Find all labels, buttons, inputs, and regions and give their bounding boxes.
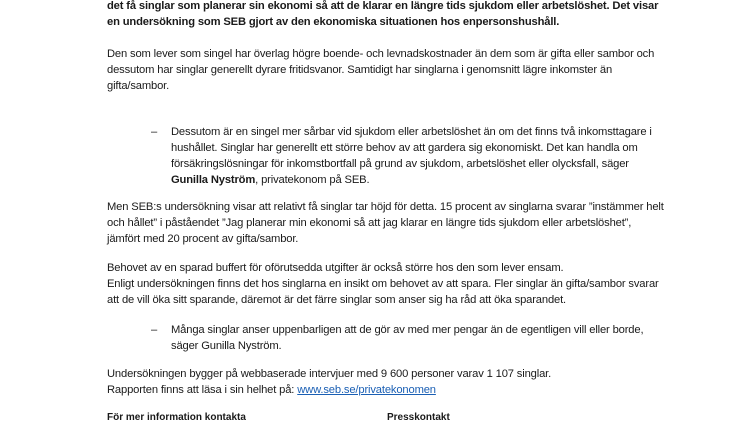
speaker-title: , privatekonom på SEB. xyxy=(255,174,370,186)
report-line xyxy=(107,382,436,398)
footer-contact-heading: För mer information kontakta xyxy=(107,412,246,423)
paragraph-line: Undersökningen bygger på webbaserade intervjuer med 9 600 personer varav 1 107 singlar. xyxy=(107,368,552,380)
footer-press-heading: Presskontakt xyxy=(387,412,450,423)
speaker-name: Gunilla Nyström xyxy=(171,174,256,186)
intro-line: det få singlar som planerar sin ekonomi så att de klarar en längre tids sjukdom eller arbetslöshet. Det visar xyxy=(107,0,659,12)
paragraph-line: att de vill öka sitt sparande, däremot är det färre singlar som anser sig ha råd att öka sparandet. xyxy=(107,294,567,306)
quote-line: Många singlar anser uppenbarligen att de gör av med mer pengar än de egentligen vill eller borde, xyxy=(171,324,644,336)
report-link[interactable]: www.seb.se/privatekonomen xyxy=(297,384,436,396)
paragraph-line: och hållet” i påståendet ”Jag planerar min ekonomi så att jag klarar en längre tids sjukdom eller arbetslöshet”, xyxy=(107,217,632,229)
quote-line: försäkringslösningar för inkomstbortfall på grund av sjukdom, arbetslöshet eller olycksfall, säger xyxy=(171,158,629,170)
paragraph-line: dessutom har singlar generellt dyrare fritidsvanor. Samtidigt har singlarna i genomsnitt lägre inkomster än xyxy=(107,64,613,76)
paragraph-line: Behovet av en sparad buffert för oförutsedda utgifter är också större hos den som lever ensam. xyxy=(107,262,564,274)
paragraph-line: jämfört med 20 procent av gifta/sambor. xyxy=(107,233,299,245)
intro-line: en undersökning som SEB gjort av den ekonomiska situationen hos enpersonshushåll. xyxy=(107,16,560,28)
quote-line: Dessutom är en singel mer sårbar vid sjukdom eller arbetslöshet än om det finns två inkomsttagare i xyxy=(171,126,652,138)
paragraph-line: Enligt undersökningen finns det hos singlarna en insikt om behovet av att spara. Fler singlar än gifta/sambor svarar xyxy=(107,278,659,290)
report-text: Rapporten finns att läsa i sin helhet på: xyxy=(107,384,298,396)
paragraph-line: gifta/sambor. xyxy=(107,80,170,92)
quote-dash: – xyxy=(151,126,158,138)
quote-attribution xyxy=(171,172,369,188)
paragraph-line: Men SEB:s undersökning visar att relativt få singlar tar höjd för detta. 15 procent av singlarna svarar ”instämmer helt xyxy=(107,201,664,213)
quote-line: hushållet. Singlar har generellt ett större behov av att gardera sig ekonomiskt. Det kan handla om xyxy=(171,142,638,154)
quote-dash: – xyxy=(151,324,158,336)
quote-line: säger Gunilla Nyström. xyxy=(171,340,282,352)
paragraph-line: Den som lever som singel har överlag högre boende- och levnadskostnader än dem som är gifta eller sambor och xyxy=(107,48,655,60)
